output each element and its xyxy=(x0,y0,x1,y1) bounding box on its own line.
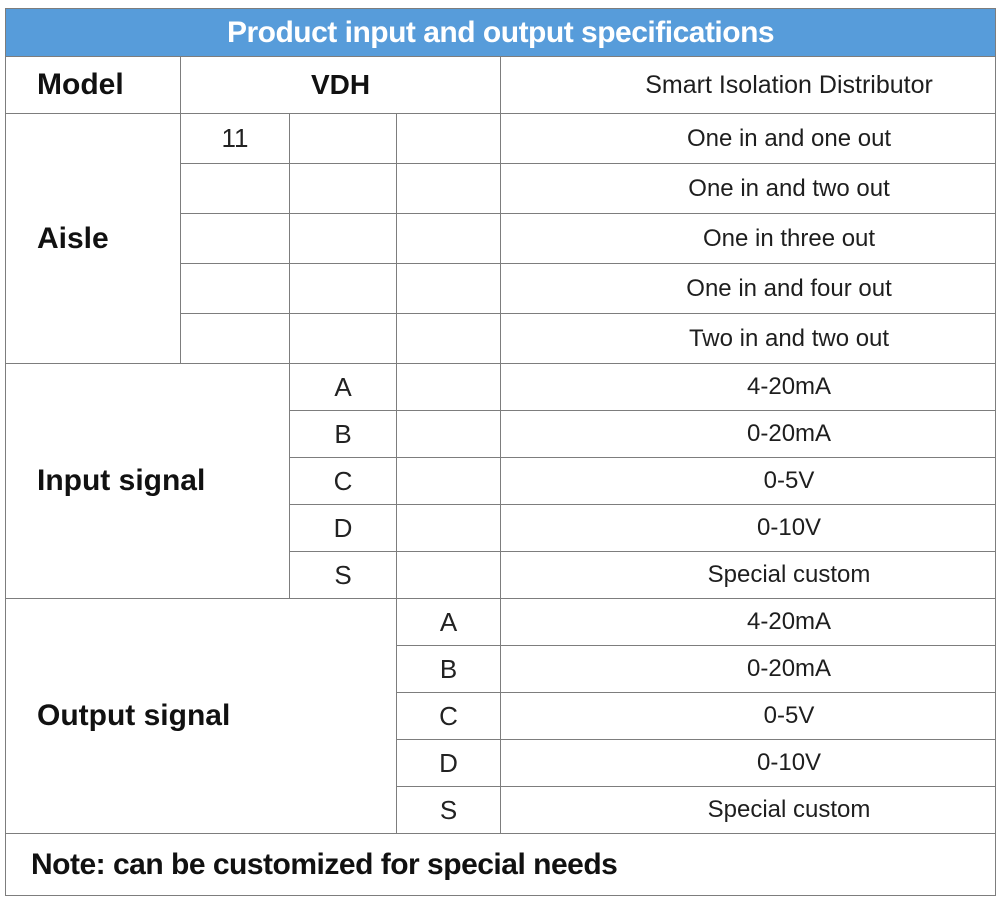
aisle-description: One in three out xyxy=(501,214,996,264)
empty-cell xyxy=(397,114,501,164)
empty-cell xyxy=(397,364,501,411)
input-signal-row xyxy=(6,364,996,411)
aisle-row xyxy=(6,114,996,164)
empty-cell xyxy=(290,264,397,314)
empty-cell xyxy=(397,214,501,264)
aisle-code xyxy=(181,164,290,214)
input-signal-value: 0-10V xyxy=(501,505,996,552)
empty-cell xyxy=(397,264,501,314)
empty-cell xyxy=(290,164,397,214)
model-code: VDH xyxy=(181,57,501,114)
output-signal-code: C xyxy=(397,693,501,740)
empty-cell xyxy=(397,314,501,364)
output-signal-value: 4-20mA xyxy=(501,599,996,646)
aisle-label: Aisle xyxy=(6,114,181,364)
aisle-description: Two in and two out xyxy=(501,314,996,364)
aisle-code xyxy=(181,264,290,314)
empty-cell xyxy=(397,411,501,458)
aisle-description: One in and two out xyxy=(501,164,996,214)
aisle-code: 11 xyxy=(181,114,290,164)
empty-cell xyxy=(397,505,501,552)
empty-cell xyxy=(397,164,501,214)
product-spec-table xyxy=(5,8,996,896)
input-signal-value: 4-20mA xyxy=(501,364,996,411)
input-signal-value: 0-5V xyxy=(501,458,996,505)
note-row xyxy=(6,834,996,896)
model-label: Model xyxy=(6,57,181,114)
output-signal-value: 0-20mA xyxy=(501,646,996,693)
output-signal-value: Special custom xyxy=(501,787,996,834)
aisle-description: One in and four out xyxy=(501,264,996,314)
empty-cell xyxy=(290,214,397,264)
aisle-code xyxy=(181,214,290,264)
input-signal-code: D xyxy=(290,505,397,552)
output-signal-code: D xyxy=(397,740,501,787)
output-signal-code: B xyxy=(397,646,501,693)
input-signal-code: C xyxy=(290,458,397,505)
page-title: Product input and output specifications xyxy=(6,9,996,57)
input-signal-code: A xyxy=(290,364,397,411)
input-signal-code: B xyxy=(290,411,397,458)
empty-cell xyxy=(290,114,397,164)
empty-cell xyxy=(397,458,501,505)
input-signal-label: Input signal xyxy=(6,364,290,599)
input-signal-value: Special custom xyxy=(501,552,996,599)
model-row xyxy=(6,57,996,114)
note-text: Note: can be customized for special needs xyxy=(6,834,996,896)
output-signal-code: A xyxy=(397,599,501,646)
model-description: Smart Isolation Distributor xyxy=(501,57,996,114)
output-signal-row xyxy=(6,599,996,646)
empty-cell xyxy=(397,552,501,599)
output-signal-value: 0-5V xyxy=(501,693,996,740)
empty-cell xyxy=(290,314,397,364)
aisle-code xyxy=(181,314,290,364)
table-header-row xyxy=(6,9,996,57)
output-signal-label: Output signal xyxy=(6,599,397,834)
input-signal-value: 0-20mA xyxy=(501,411,996,458)
input-signal-code: S xyxy=(290,552,397,599)
output-signal-value: 0-10V xyxy=(501,740,996,787)
output-signal-code: S xyxy=(397,787,501,834)
aisle-description: One in and one out xyxy=(501,114,996,164)
